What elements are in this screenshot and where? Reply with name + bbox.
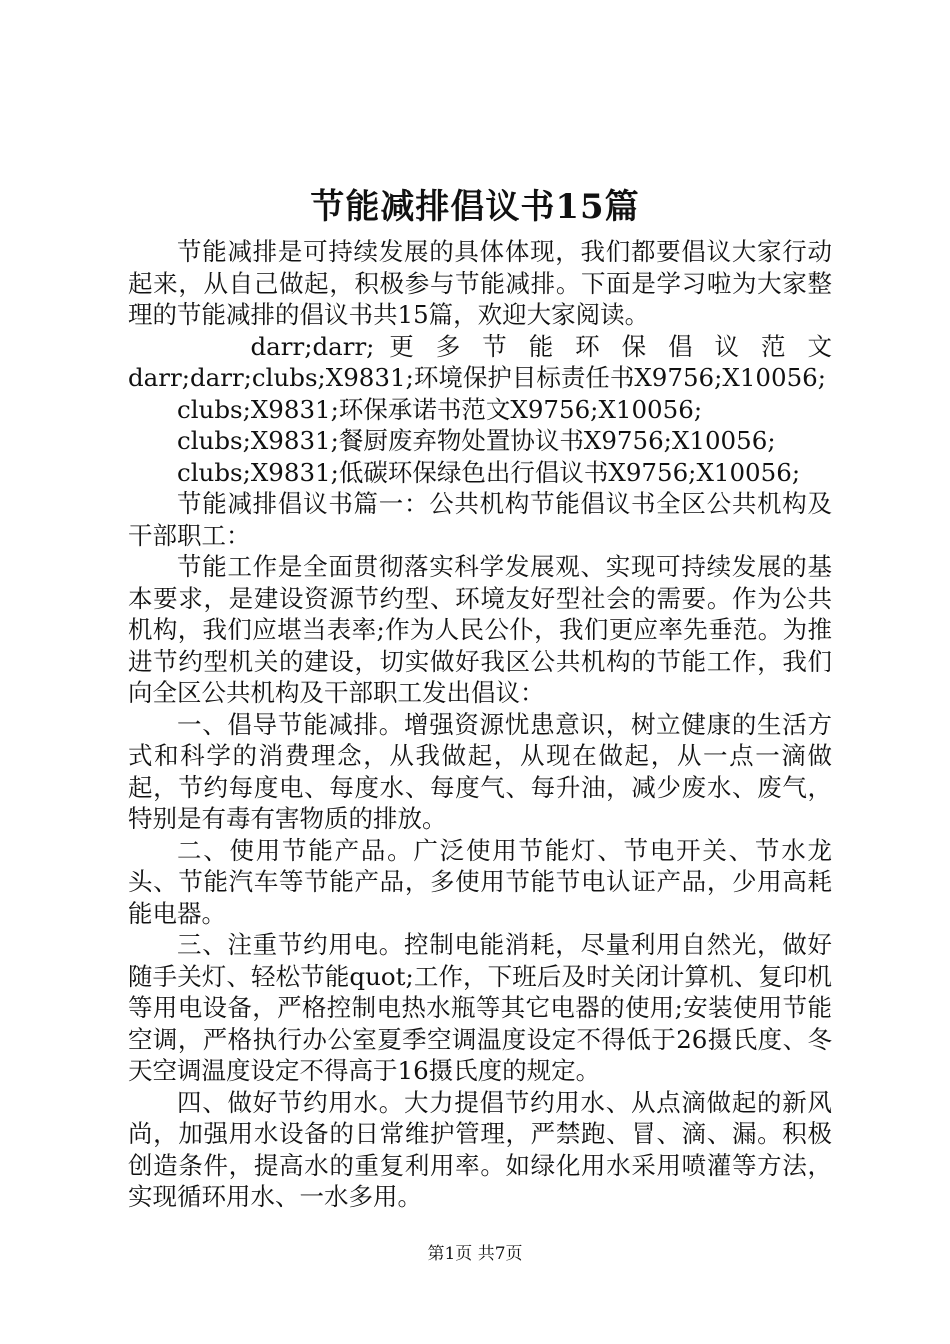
body-paragraph: 二、使用节能产品。广泛使用节能灯、节电开关、节水龙头、节能汽车等节能产品，多使用节能节电认证产品，少用高耗能电器。 (128, 835, 832, 928)
document-body (128, 236, 832, 1213)
body-paragraph: 四、做好节约用水。大力提倡节约用水、从点滴做起的新风尚，加强用水设备的日常维护管理，严禁跑、冒、滴、漏。积极创造条件，提高水的重复利用率。如绿化用水采用喷灌等方法，实现循环用水、一水多用。 (128, 1087, 832, 1211)
chapter-heading: 节能减排倡议书篇一：公共机构节能倡议书全区公共机构及干部职工： (128, 489, 832, 550)
document-title: 节能减排倡议书15篇 (310, 187, 640, 227)
body-paragraph: 三、注重节约用电。控制电能消耗，尽量利用自然光，做好随手关灯、轻松节能quot;工作，下班后及时关闭计算机、复印机等用电设备，严格控制电热水瓶等其它电器的使用;安装使用节能空调，严格执行办公室夏季空调温度设定不得低于26摄氏度、冬天空调温度设定不得高于16摄氏度的规定。 (128, 930, 832, 1085)
related-link-1: darr;darr;clubs;X9831;环境保护目标责任书X9756;X10056; (128, 363, 827, 392)
related-link-2: clubs;X9831;环保承诺书范文X9756;X10056; (177, 394, 703, 424)
related-link-4: clubs;X9831;低碳环保绿色出行倡议书X9756;X10056; (177, 457, 801, 487)
more-links-heading: darr;darr; 更 多 节 能 环 保 倡 议 范 文 (250, 331, 832, 361)
intro-paragraph: 节能减排是可持续发展的具体体现，我们都要倡议大家行动起来，从自己做起，积极参与节能减排。下面是学习啦为大家整理的节能减排的倡议书共15篇，欢迎大家阅读。 (128, 237, 832, 329)
page-footer: 第1页 共7页 (427, 1244, 523, 1264)
body-paragraph: 节能工作是全面贯彻落实科学发展观、实现可持续发展的基本要求，是建设资源节约型、环境友好型社会的需要。作为公共机构，我们应堪当表率;作为人民公仆，我们更应率先垂范。为推进节约型机关的建设，切实做好我区公共机构的节能工作，我们向全区公共机构及干部职工发出倡议： (128, 552, 832, 707)
related-link-3: clubs;X9831;餐厨废弃物处置协议书X9756;X10056; (177, 426, 776, 455)
body-paragraph: 一、倡导节能减排。增强资源忧患意识，树立健康的生活方式和科学的消费理念，从我做起，从现在做起，从一点一滴做起，节约每度电、每度水、每度气、每升油，减少废水、废气，特别是有毒有害物质的排放。 (128, 709, 832, 833)
